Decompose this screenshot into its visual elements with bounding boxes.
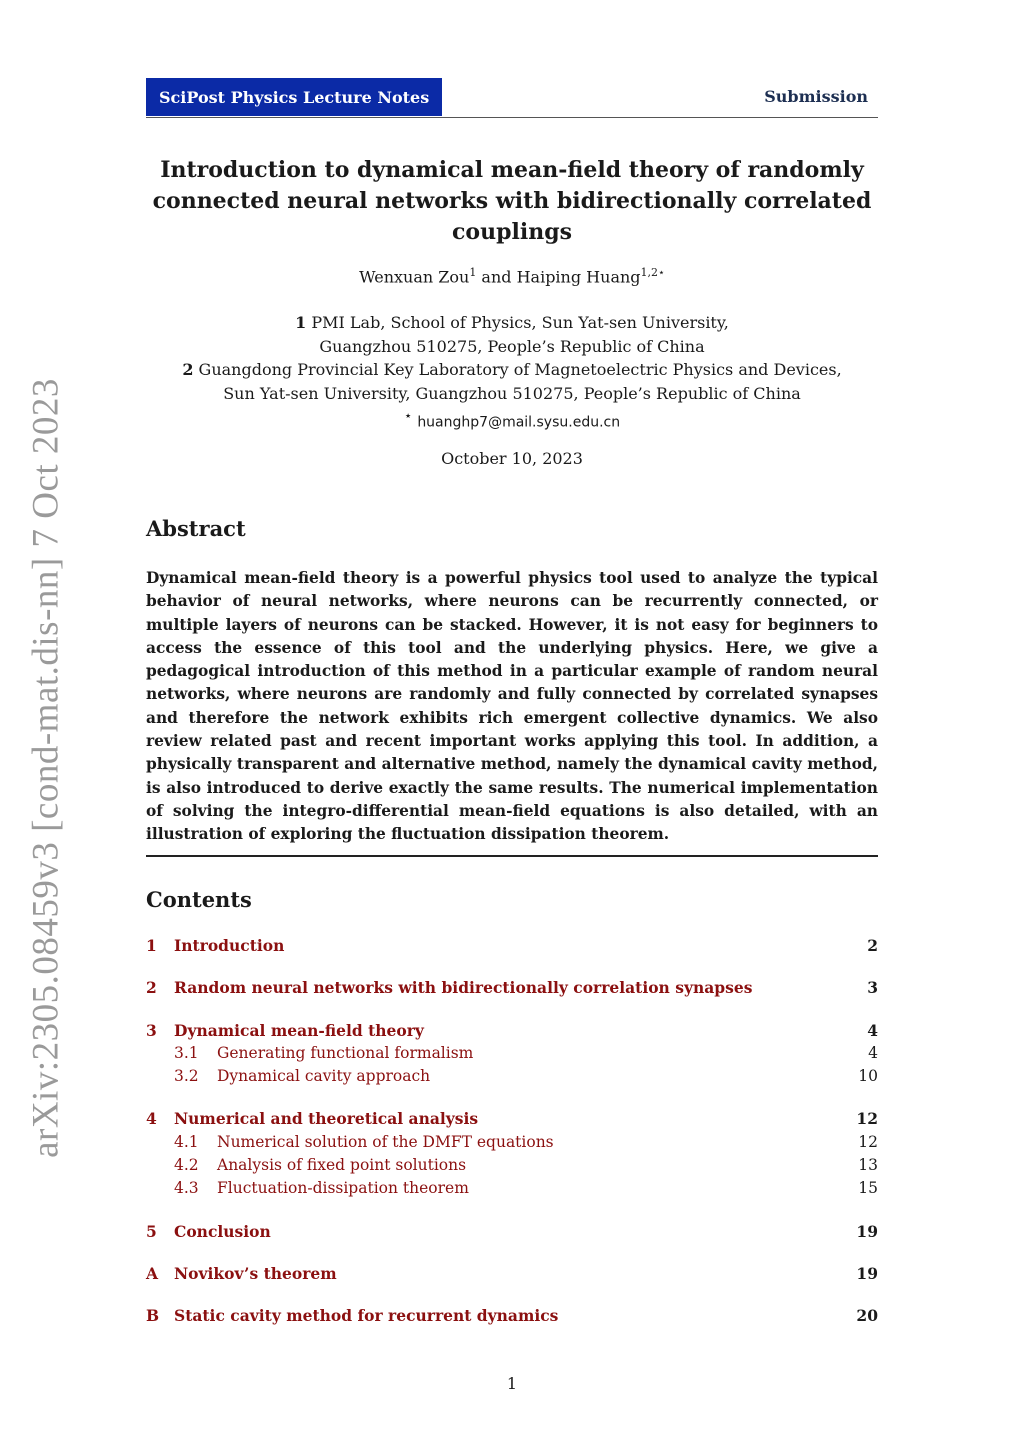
toc-entry-3-2[interactable]	[146, 1065, 878, 1088]
toc-entry-b[interactable]	[146, 1304, 878, 1327]
affiliation-2-number: 2	[182, 360, 194, 379]
title-line-3: couplings	[452, 219, 572, 245]
author-1-affiliation: 1	[469, 266, 477, 279]
toc-entry-3-1[interactable]	[146, 1042, 878, 1065]
page-number: 1	[506, 1374, 518, 1393]
toc-entry-3[interactable]	[146, 1019, 878, 1042]
toc-title: Generating functional formalism	[217, 1043, 474, 1062]
affiliation-1-line-2: Guangzhou 510275, People’s Republic of China	[319, 336, 705, 356]
toc-entry-4[interactable]	[146, 1107, 878, 1130]
paper-title	[146, 155, 878, 248]
toc-entry-4-1[interactable]	[146, 1131, 878, 1154]
toc-title: Numerical solution of the DMFT equations	[217, 1132, 554, 1151]
toc-title: Numerical and theoretical analysis	[174, 1109, 479, 1129]
toc-number: 3.2	[174, 1067, 199, 1086]
toc-number: 4.3	[174, 1179, 199, 1198]
affiliation-2-line-1: Guangdong Provincial Key Laboratory of Magnetoelectric Physics and Devices,	[193, 360, 842, 379]
publication-date: October 10, 2023	[441, 449, 583, 468]
abstract-text: Dynamical mean-field theory is a powerful physics tool used to analyze the typical behavior of neural networks, where neurons can be recurrently connected, or multiple layers of neurons can be stacked. However, it is not easy for beginners to access the essence of this tool and the underlying physics. Here, we give a pedagogical introduction of this method in a particular example of random neural networks, where neurons are randomly and fully connected by correlated synapses and therefore the network exhibits rich emergent collective dynamics. We also review related past and recent important works applying this tool. In addition, a physically transparent and alternative method, namely the dynamical cavity method, is also introduced to derive exactly the same results. The numerical implementation of solving the integro-differential mean-field equations is also detailed, with an illustration of exploring the fluctuation dissipation theorem.	[146, 569, 878, 844]
email-mark: ⋆	[403, 409, 413, 424]
affiliations	[146, 311, 878, 435]
toc-title: Novikov’s theorem	[174, 1263, 337, 1283]
toc-page: 2	[867, 936, 878, 955]
title-line-1: Introduction to dynamical mean-field theory of randomly	[160, 157, 864, 183]
toc-page: 10	[858, 1067, 878, 1086]
toc-page: 12	[856, 1109, 878, 1129]
author-2-affiliation: 1,2⋆	[640, 266, 665, 279]
toc-page: 12	[858, 1132, 878, 1151]
toc-entry-a[interactable]	[146, 1262, 878, 1285]
page-header	[146, 78, 878, 118]
toc-number: 3	[146, 1020, 157, 1040]
toc-title: Dynamical mean-field theory	[174, 1020, 424, 1040]
toc-page: 19	[856, 1221, 878, 1241]
toc-page: 20	[856, 1306, 878, 1326]
toc-title: Conclusion	[174, 1221, 271, 1241]
toc-number: 4	[146, 1109, 157, 1129]
toc-page: 19	[856, 1263, 878, 1283]
table-of-contents	[146, 934, 878, 1328]
toc-number: 5	[146, 1221, 157, 1241]
toc-number: 1	[146, 936, 157, 955]
toc-number: B	[146, 1306, 160, 1326]
toc-entry-4-2[interactable]	[146, 1154, 878, 1177]
toc-title: Dynamical cavity approach	[217, 1067, 431, 1086]
toc-title: Random neural networks with bidirectionally correlation synapses	[174, 978, 753, 998]
affiliation-1-number: 1	[295, 313, 307, 332]
affiliation-2-line-2: Sun Yat-sen University, Guangzhou 510275, People’s Republic of China	[223, 383, 801, 403]
corresponding-email[interactable]: huanghp7@mail.sysu.edu.cn	[417, 414, 621, 431]
author-1: Wenxuan Zou	[359, 267, 470, 287]
journal-badge[interactable]: SciPost Physics Lecture Notes	[146, 78, 442, 116]
author-and: and	[476, 267, 517, 287]
toc-page: 4	[867, 1020, 878, 1040]
toc-title: Introduction	[174, 936, 285, 955]
toc-title: Fluctuation-dissipation theorem	[217, 1179, 469, 1198]
toc-page: 3	[867, 978, 878, 998]
toc-page: 4	[868, 1043, 878, 1062]
submission-label: Submission	[764, 87, 868, 106]
toc-number: A	[146, 1263, 159, 1283]
toc-page: 15	[858, 1179, 878, 1198]
toc-entry-4-3[interactable]	[146, 1177, 878, 1200]
title-line-2: connected neural networks with bidirectionally correlated	[152, 188, 872, 214]
section-divider	[146, 855, 878, 857]
toc-number: 2	[146, 978, 157, 998]
toc-title: Static cavity method for recurrent dynamics	[174, 1306, 559, 1326]
toc-page: 13	[858, 1156, 878, 1175]
author-2: Haiping Huang	[516, 267, 641, 287]
toc-entry-1[interactable]	[146, 934, 878, 957]
author-list	[146, 266, 878, 286]
abstract-heading: Abstract	[146, 516, 246, 541]
affiliation-1-line-1: PMI Lab, School of Physics, Sun Yat-sen University,	[306, 313, 729, 332]
arxiv-identifier-stamp: arXiv:2305.08459v3 [cond-mat.dis-nn] 7 Oct 2023	[25, 378, 67, 1158]
contents-heading: Contents	[146, 887, 252, 912]
toc-entry-5[interactable]	[146, 1220, 878, 1243]
toc-title: Analysis of fixed point solutions	[217, 1156, 467, 1175]
toc-number: 4.1	[174, 1132, 199, 1151]
toc-entry-2[interactable]	[146, 976, 878, 999]
toc-number: 4.2	[174, 1156, 199, 1175]
toc-number: 3.1	[174, 1043, 199, 1062]
